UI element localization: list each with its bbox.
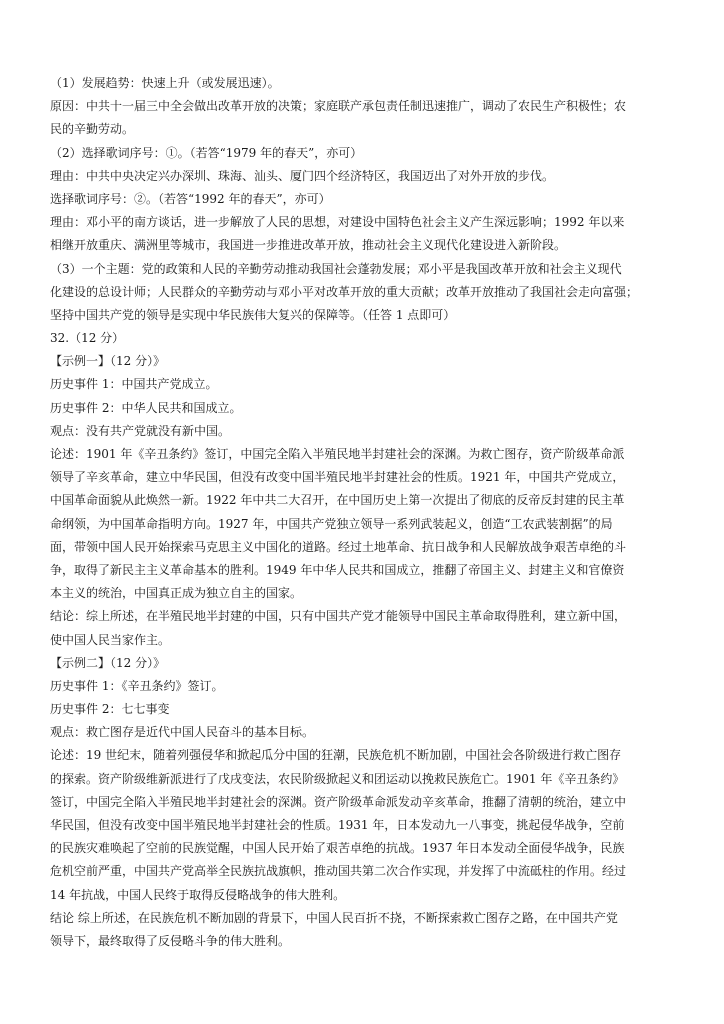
text-line: 历史事件 2：七七事变 xyxy=(50,702,170,717)
text-line: 历史事件 1：中国共产党成立。 xyxy=(50,377,218,392)
text-line: 历史事件 2：中华人民共和国成立。 xyxy=(50,400,242,415)
document-body xyxy=(50,72,676,953)
text-line: 化建设的总设计师；人民群众的辛勤劳动与邓小平对改革开放的重大贡献；改革开放推动了我国社会走向富强； xyxy=(50,284,639,299)
text-line: （1）发展趋势：快速上升（或发展迅速）。 xyxy=(50,76,280,90)
text-line: 相继开放重庆、满洲里等城市，我国进一步推进改革开放，推动社会主义现代化建设进入新阶段。 xyxy=(50,238,567,253)
text-line: 论述：1901 年《辛丑条约》签订，中国完全陷入半殖民地半封建社会的深渊。为救亡图存，资产阶级革命派 xyxy=(50,447,625,461)
text-line: 使中国人民当家作主。 xyxy=(50,632,171,647)
text-line: 理由：中共中央决定兴办深圳、珠海、汕头、厦门四个经济特区，我国迈出了对外开放的步伐。 xyxy=(50,168,555,183)
text-line: 结论：综上所述，在半殖民地半封建的中国，只有中国共产党才能领导中国民主革命取得胜利，建立新中国， xyxy=(50,609,627,624)
text-line: 面，带领中国人民开始探索马克思主义中国化的道路。经过土地革命、抗日战争和人民解放战争艰苦卓绝的斗 xyxy=(50,539,627,554)
text-line: 的探索。资产阶级维新派进行了戊戌变法，农民阶级掀起义和团运动以挽救民族危亡。1901 年《辛丑条约》 xyxy=(50,771,625,786)
text-line: 华民国，但没有改变中国半殖民地半封建社会的性质。1931 年，日本发动九一八事变，挑起侵华战争，空前 xyxy=(50,818,625,832)
text-line: 观点：没有共产党就没有新中国。 xyxy=(50,423,231,438)
text-line: 14 年抗战，中国人民终于取得反侵略战争的伟大胜利。 xyxy=(50,887,346,902)
text-line: 理由：邓小平的南方谈话，进一步解放了人民的思想，对建设中国特色社会主义产生深远影响；1992 年以来 xyxy=(50,215,625,230)
text-line: 命纲领，为中国革命指明方向。1927 年，中国共产党独立领导一系列武装起义，创造“工农武装割据”的局 xyxy=(50,516,613,531)
text-line: 本主义的统治，中国真正成为独立自主的国家。 xyxy=(50,586,303,601)
text-line: 领导下，最终取得了反侵略斗争的伟大胜利。 xyxy=(50,933,291,948)
text-line: （3）一个主题：党的政策和人民的辛勤劳动推动我国社会蓬勃发展；邓小平是我国改革开放和社会主义现代 xyxy=(50,261,622,276)
text-line: 【示例一】（12 分）》 xyxy=(50,354,166,369)
text-line: 32.（12 分） xyxy=(50,331,125,346)
text-line: 结论 综上所述，在民族危机不断加剧的背景下，中国人民百折不挠，不断探索救亡图存之路，在中国共产党 xyxy=(50,910,618,925)
text-line: 民的辛勤劳动。 xyxy=(50,122,135,137)
text-line: 领导了辛亥革命，建立中华民国，但没有改变中国半殖民地半封建社会的性质。1921 年，中国共产党成立， xyxy=(50,470,625,485)
text-line: 的民族灾难唤起了空前的民族觉醒，中国人民开始了艰苦卓绝的抗战。1937 年日本发动全面侵华战争，民族 xyxy=(50,841,625,856)
text-line: 观点：救亡图存是近代中国人民奋斗的基本目标。 xyxy=(50,725,315,740)
text-line: 危机空前严重，中国共产党高举全民族抗战旗帜，推动国共第二次合作实现，并发挥了中流砥柱的作用。经过 xyxy=(50,864,627,879)
text-line: 原因：中共十一届三中全会做出改革开放的决策；家庭联产承包责任制迅速推广，调动了农民生产积极性；农 xyxy=(50,99,627,114)
text-line: 签订，中国完全陷入半殖民地半封建社会的深渊。资产阶级革命派发动辛亥革命，推翻了清朝的统治，建立中 xyxy=(50,794,627,809)
text-line: 选择歌词序号：②。（若答“1992 年的春天”，亦可） xyxy=(50,191,331,206)
text-line: 论述：19 世纪末，随着列强侵华和掀起瓜分中国的狂潮，民族危机不断加剧，中国社会各阶级进行救亡图存 xyxy=(50,748,622,763)
text-line: 历史事件 1：《辛丑条约》签订。 xyxy=(50,678,224,693)
text-line: （2）选择歌词序号：①。（若答“1979 年的春天”，亦可） xyxy=(50,145,363,160)
text-line: 争，取得了新民主主义革命基本的胜利。1949 年中华人民共和国成立，推翻了帝国主义、封建主义和官僚资 xyxy=(50,562,625,577)
text-line: 中国革命面貌从此焕然一新。1922 年中共二大召开，在中国历史上第一次提出了彻底的反帝反封建的民主革 xyxy=(50,493,625,508)
text-line: 坚持中国共产党的领导是实现中华民族伟大复兴的保障等。（任答 1 点即可） xyxy=(50,307,456,322)
text-line: 【示例二】（12 分）》 xyxy=(50,655,166,670)
